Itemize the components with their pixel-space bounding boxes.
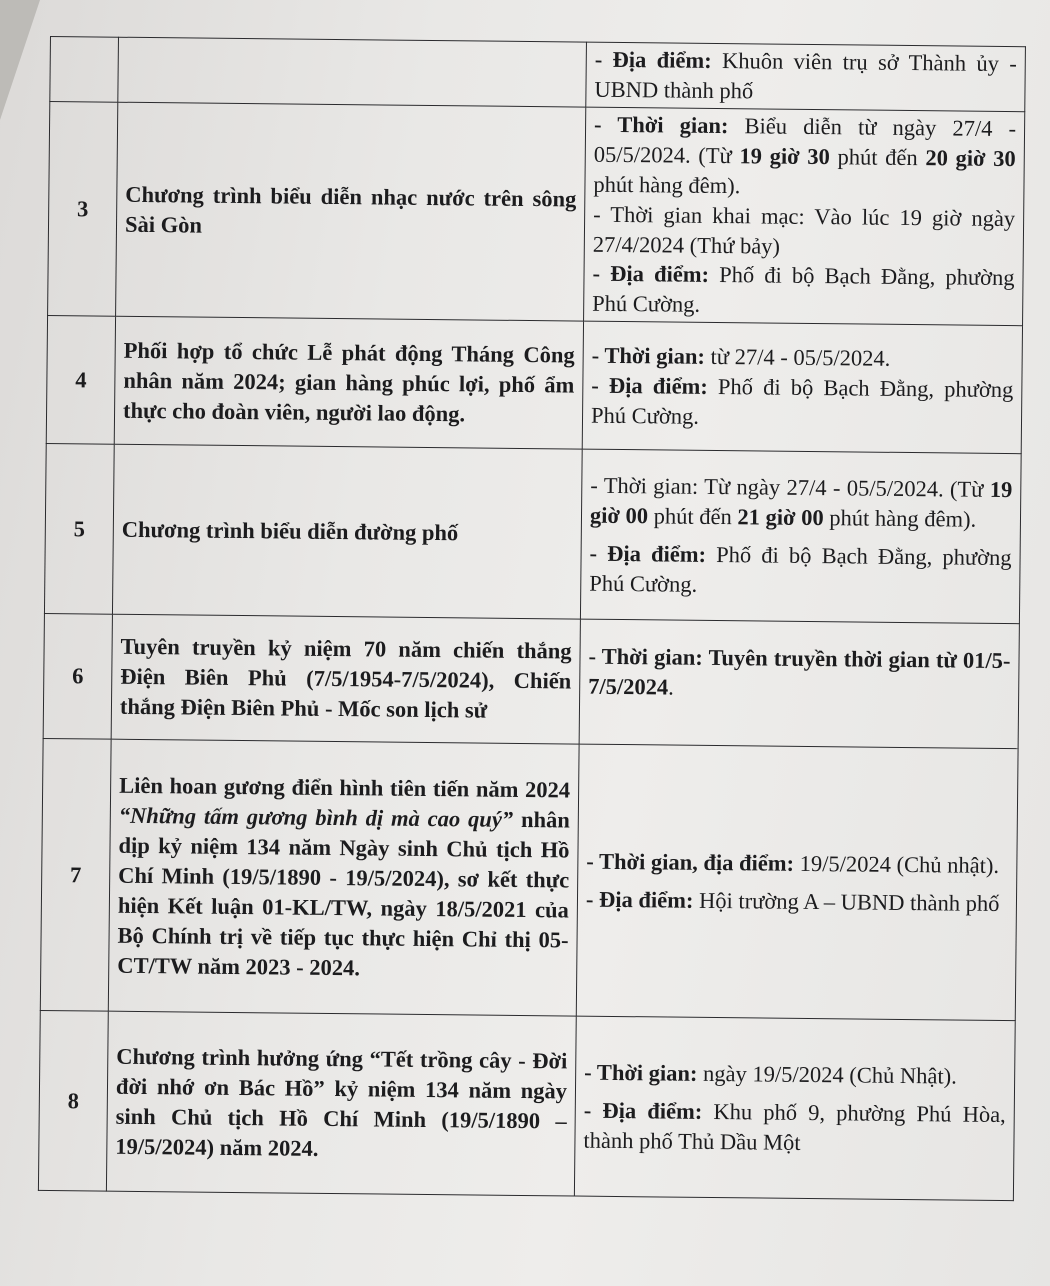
table-row	[38, 1011, 1015, 1201]
program-cell: Chương trình biểu diễn đường phố	[112, 444, 582, 619]
program-cell: Liên hoan gương điển hình tiên tiến năm 2024 “Những tấm gương bình dị mà cao quý” nhân dịp kỷ niệm 134 năm Ngày sinh Chủ tịch Hồ Chí Minh (19/5/1890 - 19/5/2024), sơ kết thực hiện Kết luận 01-KL/TW, ngày 18/5/2021 của Bộ Chính trị về tiếp tục thực hiện Chỉ thị 05-CT/TW năm 2023 - 2024.	[108, 739, 579, 1016]
row-number: 5	[44, 444, 114, 615]
row-number: 6	[43, 614, 112, 740]
info-cell: - Thời gian: Tuyên truyền thời gian từ 01/5-7/5/2024.	[579, 619, 1019, 749]
row-number: 3	[48, 101, 118, 316]
program-cell: Chương trình hưởng ứng “Tết trồng cây - Đời đời nhớ ơn Bác Hồ” kỷ niệm 134 năm ngày sinh Chủ tịch Hồ Chí Minh (19/5/1890 – 19/5/2024) năm 2024.	[106, 1011, 576, 1196]
row-number: 4	[46, 316, 115, 445]
info-cell: - Thời gian, địa điểm: 19/5/2024 (Chủ nhật). - Địa điểm: Hội trường A – UBND thành phố	[576, 744, 1018, 1021]
program-cell: Chương trình biểu diễn nhạc nước trên sông Sài Gòn	[116, 102, 586, 321]
info-cell: - Thời gian: ngày 19/5/2024 (Chủ Nhật). - Địa điểm: Khu phố 9, phường Phú Hòa, thành phố Thủ Dầu Một	[574, 1016, 1015, 1201]
row-number: 7	[40, 739, 111, 1012]
program-cell	[118, 37, 587, 107]
info-cell: - Thời gian: từ 27/4 - 05/5/2024. - Địa điểm: Phố đi bộ Bạch Đằng, phường Phú Cường.	[582, 321, 1022, 454]
program-cell: Phối hợp tổ chức Lễ phát động Tháng Công nhân năm 2024; gian hàng phúc lợi, phố ẩm thực cho đoàn viên, người lao động.	[114, 316, 583, 449]
schedule-table	[38, 36, 1026, 1201]
table-row	[48, 101, 1025, 326]
table-row	[50, 37, 1026, 112]
info-cell: - Thời gian: Từ ngày 27/4 - 05/5/2024. (Từ 19 giờ 00 phút đến 21 giờ 00 phút hàng đêm). - Địa điểm: Phố đi bộ Bạch Đằng, phường Phú Cường.	[580, 449, 1021, 624]
table-row	[43, 614, 1019, 749]
row-number	[50, 37, 119, 103]
row-number: 8	[38, 1011, 108, 1192]
program-cell: Tuyên truyền kỷ niệm 70 năm chiến thắng Điện Biên Phủ (7/5/1954-7/5/2024), Chiến thắng Điện Biên Phủ - Mốc son lịch sử	[111, 614, 580, 744]
table-row	[44, 444, 1021, 624]
table-row	[46, 316, 1022, 454]
table-row	[40, 739, 1018, 1021]
info-cell: - Thời gian: Biểu diễn từ ngày 27/4 - 05/5/2024. (Từ 19 giờ 30 phút đến 20 giờ 30 phút hàng đêm). - Thời gian khai mạc: Vào lúc 19 giờ ngày 27/4/2024 (Thứ bảy) - Địa điểm: Phố đi bộ Bạch Đằng, phường Phú Cường.	[584, 107, 1025, 326]
folded-corner	[0, 0, 40, 120]
info-cell: - Địa điểm: Khuôn viên trụ sở Thành ủy - UBND thành phố	[586, 42, 1026, 111]
